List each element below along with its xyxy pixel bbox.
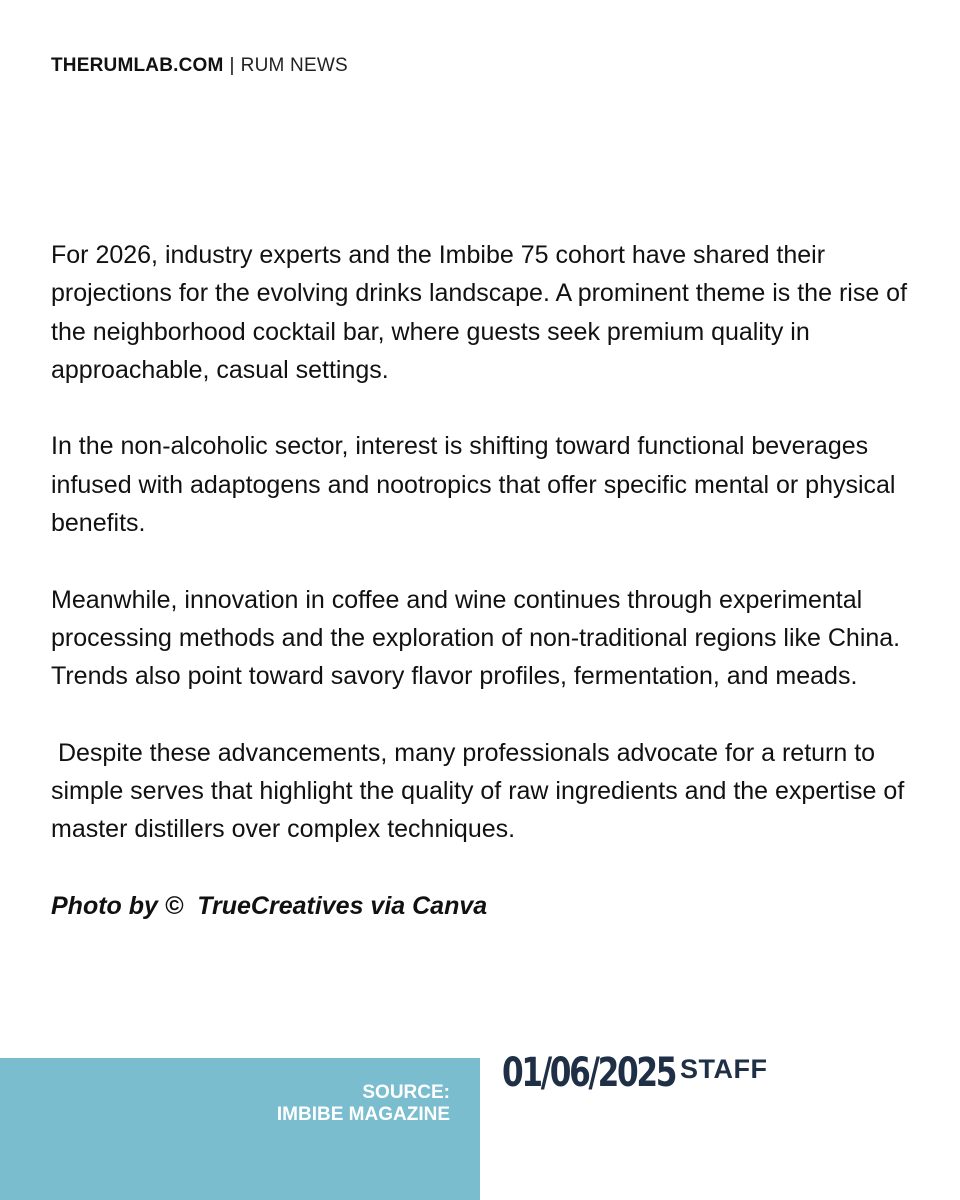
site-name[interactable]: THERUMLAB.COM [51,55,224,76]
source-text [277,1082,450,1126]
article-body [51,236,921,964]
source-name: IMBIBE MAGAZINE [276,1104,450,1125]
header-separator: | [229,55,235,76]
source-label: SOURCE: [362,1082,450,1103]
page-header [51,55,348,77]
article-paragraph-3: Meanwhile, innovation in coffee and wine continues through experimental processing methods and the exploration of non-traditional regions like China. Trends also point toward savory flavor profiles, fermentation, and meads. [51,585,901,691]
article-paragraph-4: Despite these advancements, many professionals advocate for a return to simple serves that highlight the quality of raw ingredients and the expertise of master distillers over complex techniques. [51,738,912,844]
article-paragraph-1: For 2026, industry experts and the Imbibe 75 cohort have shared their projections for the evolving drinks landscape. A prominent theme is the rise of the neighborhood cocktail bar, where guests seek premium quality in approachable, casual settings. [51,241,908,384]
section-label: RUM NEWS [240,55,348,76]
article-paragraph-2: In the non-alcoholic sector, interest is shifting toward functional beverages infused with adaptogens and nootropics that offer specific mental or physical benefits. [51,432,896,538]
author-label: STAFF [680,1054,768,1084]
publish-date: 01/06/2025 [502,1050,676,1096]
photo-credit: Photo by © TrueCreatives via Canva [51,892,488,921]
source-box [0,1058,480,1200]
